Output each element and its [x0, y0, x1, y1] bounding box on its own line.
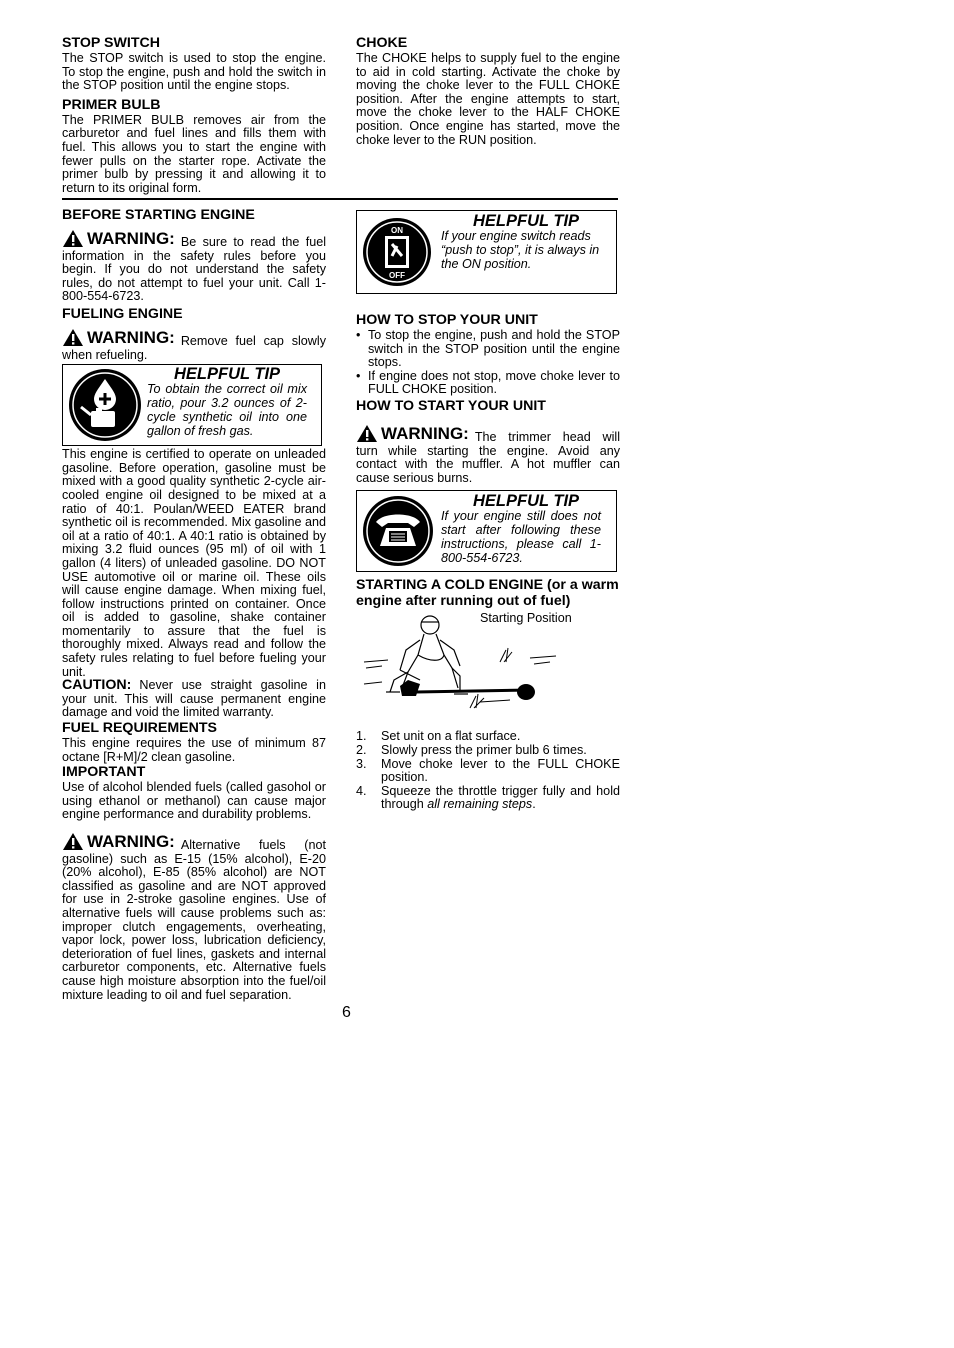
right-column [356, 208, 620, 812]
helpful-tip-title: HELPFUL TIP [473, 492, 580, 511]
warning-triangle-icon [62, 229, 84, 248]
fuel-requirements-heading: FUEL REQUIREMENTS [62, 720, 218, 737]
list-item: 3. Move choke lever to the FULL CHOKE position. [356, 756, 620, 785]
helpful-tip-switch [356, 210, 617, 294]
top-left-column [62, 36, 326, 195]
stop-unit-list [356, 329, 620, 397]
stop-switch-heading: STOP SWITCH [62, 35, 161, 51]
stop-switch-text: The STOP switch is used to stop the engine. To stop the engine, push and hold the switch in the STOP position until the engine stops. [62, 51, 326, 93]
list-item: 2. Slowly press the primer bulb 6 times. [356, 742, 587, 757]
fueling-warning: WARNING: Remove fuel cap slowly when refueling. [62, 327, 326, 362]
warning-label: WARNING: [62, 229, 175, 248]
helpful-tip-title: HELPFUL TIP [473, 212, 580, 230]
important-text: Use of alcohol blended fuels (called gasohol or using ethanol or methanol) can cause major engine performance and durability problems. [62, 780, 326, 822]
list-item: • If engine does not stop, move choke lever to FULL CHOKE position. [356, 370, 620, 397]
telephone-icon [361, 494, 435, 568]
choke-heading: CHOKE [356, 35, 408, 51]
list-item: • To stop the engine, push and hold the STOP switch in the STOP position until the engine stops. [356, 329, 620, 370]
left-column [62, 208, 326, 1002]
primer-bulb-text: The PRIMER BULB removes air from the carburetor and fuel lines and fills them with fuel. This allows you to start the engine with fewer pulls on the starter rope. Activate the primer bulb by pressing it and allowing it to return to its original form. [62, 112, 326, 195]
warning-triangle-icon [356, 424, 378, 443]
helpful-tip-phone [356, 490, 617, 572]
fuel-info-paragraph: This engine is certified to operate on unleaded gasoline. Before operation, gasoline must be mixed with a good quality synthetic 2-cycle air-cooled engine oil designed to be mixed at a ratio of 40:1. Poulan/WEED EATER brand synthetic oil is recommended. Mix gasoline and oil at a ratio of 40:1. A 40:1 ratio is obtained by mixing 3.2 fluid ounces (95 ml) of oil with 1 gallon (4 liters) of unleaded gasoline. DO NOT USE automotive oil or marine oil. These oils will cause engine damage. When mixing fuel, follow instructions printed on container. Once oil is added to gasoline, shake container momentarily to assure that the fuel is thoroughly mixed. Always read and follow the safety rules relating to fuel before fueling your unit. [62, 447, 326, 679]
svg-text:OFF: OFF [389, 271, 405, 280]
starting-position-figure [356, 610, 620, 730]
warning-triangle-icon [62, 832, 84, 851]
start-unit-heading: HOW TO START YOUR UNIT [356, 397, 546, 414]
page-number: 6 [342, 1004, 351, 1021]
cold-engine-heading: STARTING A COLD ENGINE (or a warm engine after running out of fuel) [356, 577, 619, 610]
caution-paragraph: CAUTION: Never use straight gasoline in your unit. This will cause permanent engine damage and void the limited warranty. [62, 677, 326, 720]
before-starting-heading: BEFORE STARTING ENGINE [62, 207, 255, 223]
list-item: 4. Squeeze the throttle trigger fully and hold through all remaining steps. [356, 783, 620, 812]
cold-engine-steps [356, 730, 620, 812]
primer-bulb-heading: PRIMER BULB [62, 96, 161, 113]
svg-text:ON: ON [391, 226, 403, 235]
helpful-tip-title: HELPFUL TIP [174, 365, 281, 384]
list-item: 1. Set unit on a flat surface. [356, 729, 521, 744]
helpful-tip-text: If your engine still does not start after following these instructions, please call 1-800-554-6723. [441, 508, 601, 565]
before-starting-warning: WARNING: Be sure to read the fuel information in the safety rules before you begin. If you do not understand the safety rules, do not attempt to fuel your unit. Call 1-800-554-6723. [62, 228, 326, 304]
fuel-requirements-text: This engine requires the use of minimum 87 octane [R+M]/2 clean gasoline. [62, 736, 326, 764]
alternative-fuels-warning: WARNING: Alternative fuels (not gasoline) such as E-15 (15% alcohol), E-20 (20% alcohol), E-85 (85% alcohol) are NOT classified as gasoline and are NOT approved for use in 2-stroke gasoline engines. Use of alternative fuels will cause problems such as: improper clutch engagements, overheating, vapor lock, power loss, lubrication deficiency, deterioration of fuel lines, gaskets and internal carburetor components, etc. Alternative fuels cause high moisture absorption into the fuel/oil mixture leading to oil and fuel separation. [62, 831, 326, 1002]
starting-position-illustration [360, 610, 560, 725]
warning-label: WARNING: [62, 832, 175, 851]
helpful-tip-text: To obtain the correct oil mix ratio, pour 3.2 ounces of 2-cycle synthetic oil into one gallon of fresh gas. [147, 381, 307, 438]
important-heading: IMPORTANT [62, 764, 146, 781]
section-divider [62, 198, 618, 200]
oil-can-icon [67, 367, 143, 443]
helpful-tip-text: If your engine switch reads “push to stop”, it is always in the ON position. [441, 228, 600, 271]
choke-text: The CHOKE helps to supply fuel to the engine to aid in cold starting. Activate the choke by moving the choke lever to the FULL CHOKE position. After the engine attempts to start, move the choke lever to the HALF CHOKE position. Once engine has started, move the choke lever to the RUN position. [356, 51, 620, 147]
caution-label: CAUTION: [62, 677, 132, 694]
on-off-switch-icon [361, 216, 433, 288]
warning-label: WARNING: [62, 328, 175, 347]
figure-caption: Starting Position [480, 611, 572, 626]
fueling-engine-heading: FUELING ENGINE [62, 305, 183, 322]
top-right-column [356, 36, 620, 147]
warning-triangle-icon [62, 328, 84, 347]
helpful-tip-oil-mix [62, 364, 322, 446]
start-unit-warning: WARNING: The trimmer head will turn while starting the engine. Avoid any contact with the muffler. A hot muffler can cause serious burns. [356, 423, 620, 485]
stop-unit-heading: HOW TO STOP YOUR UNIT [356, 312, 538, 328]
warning-label: WARNING: [356, 424, 469, 443]
